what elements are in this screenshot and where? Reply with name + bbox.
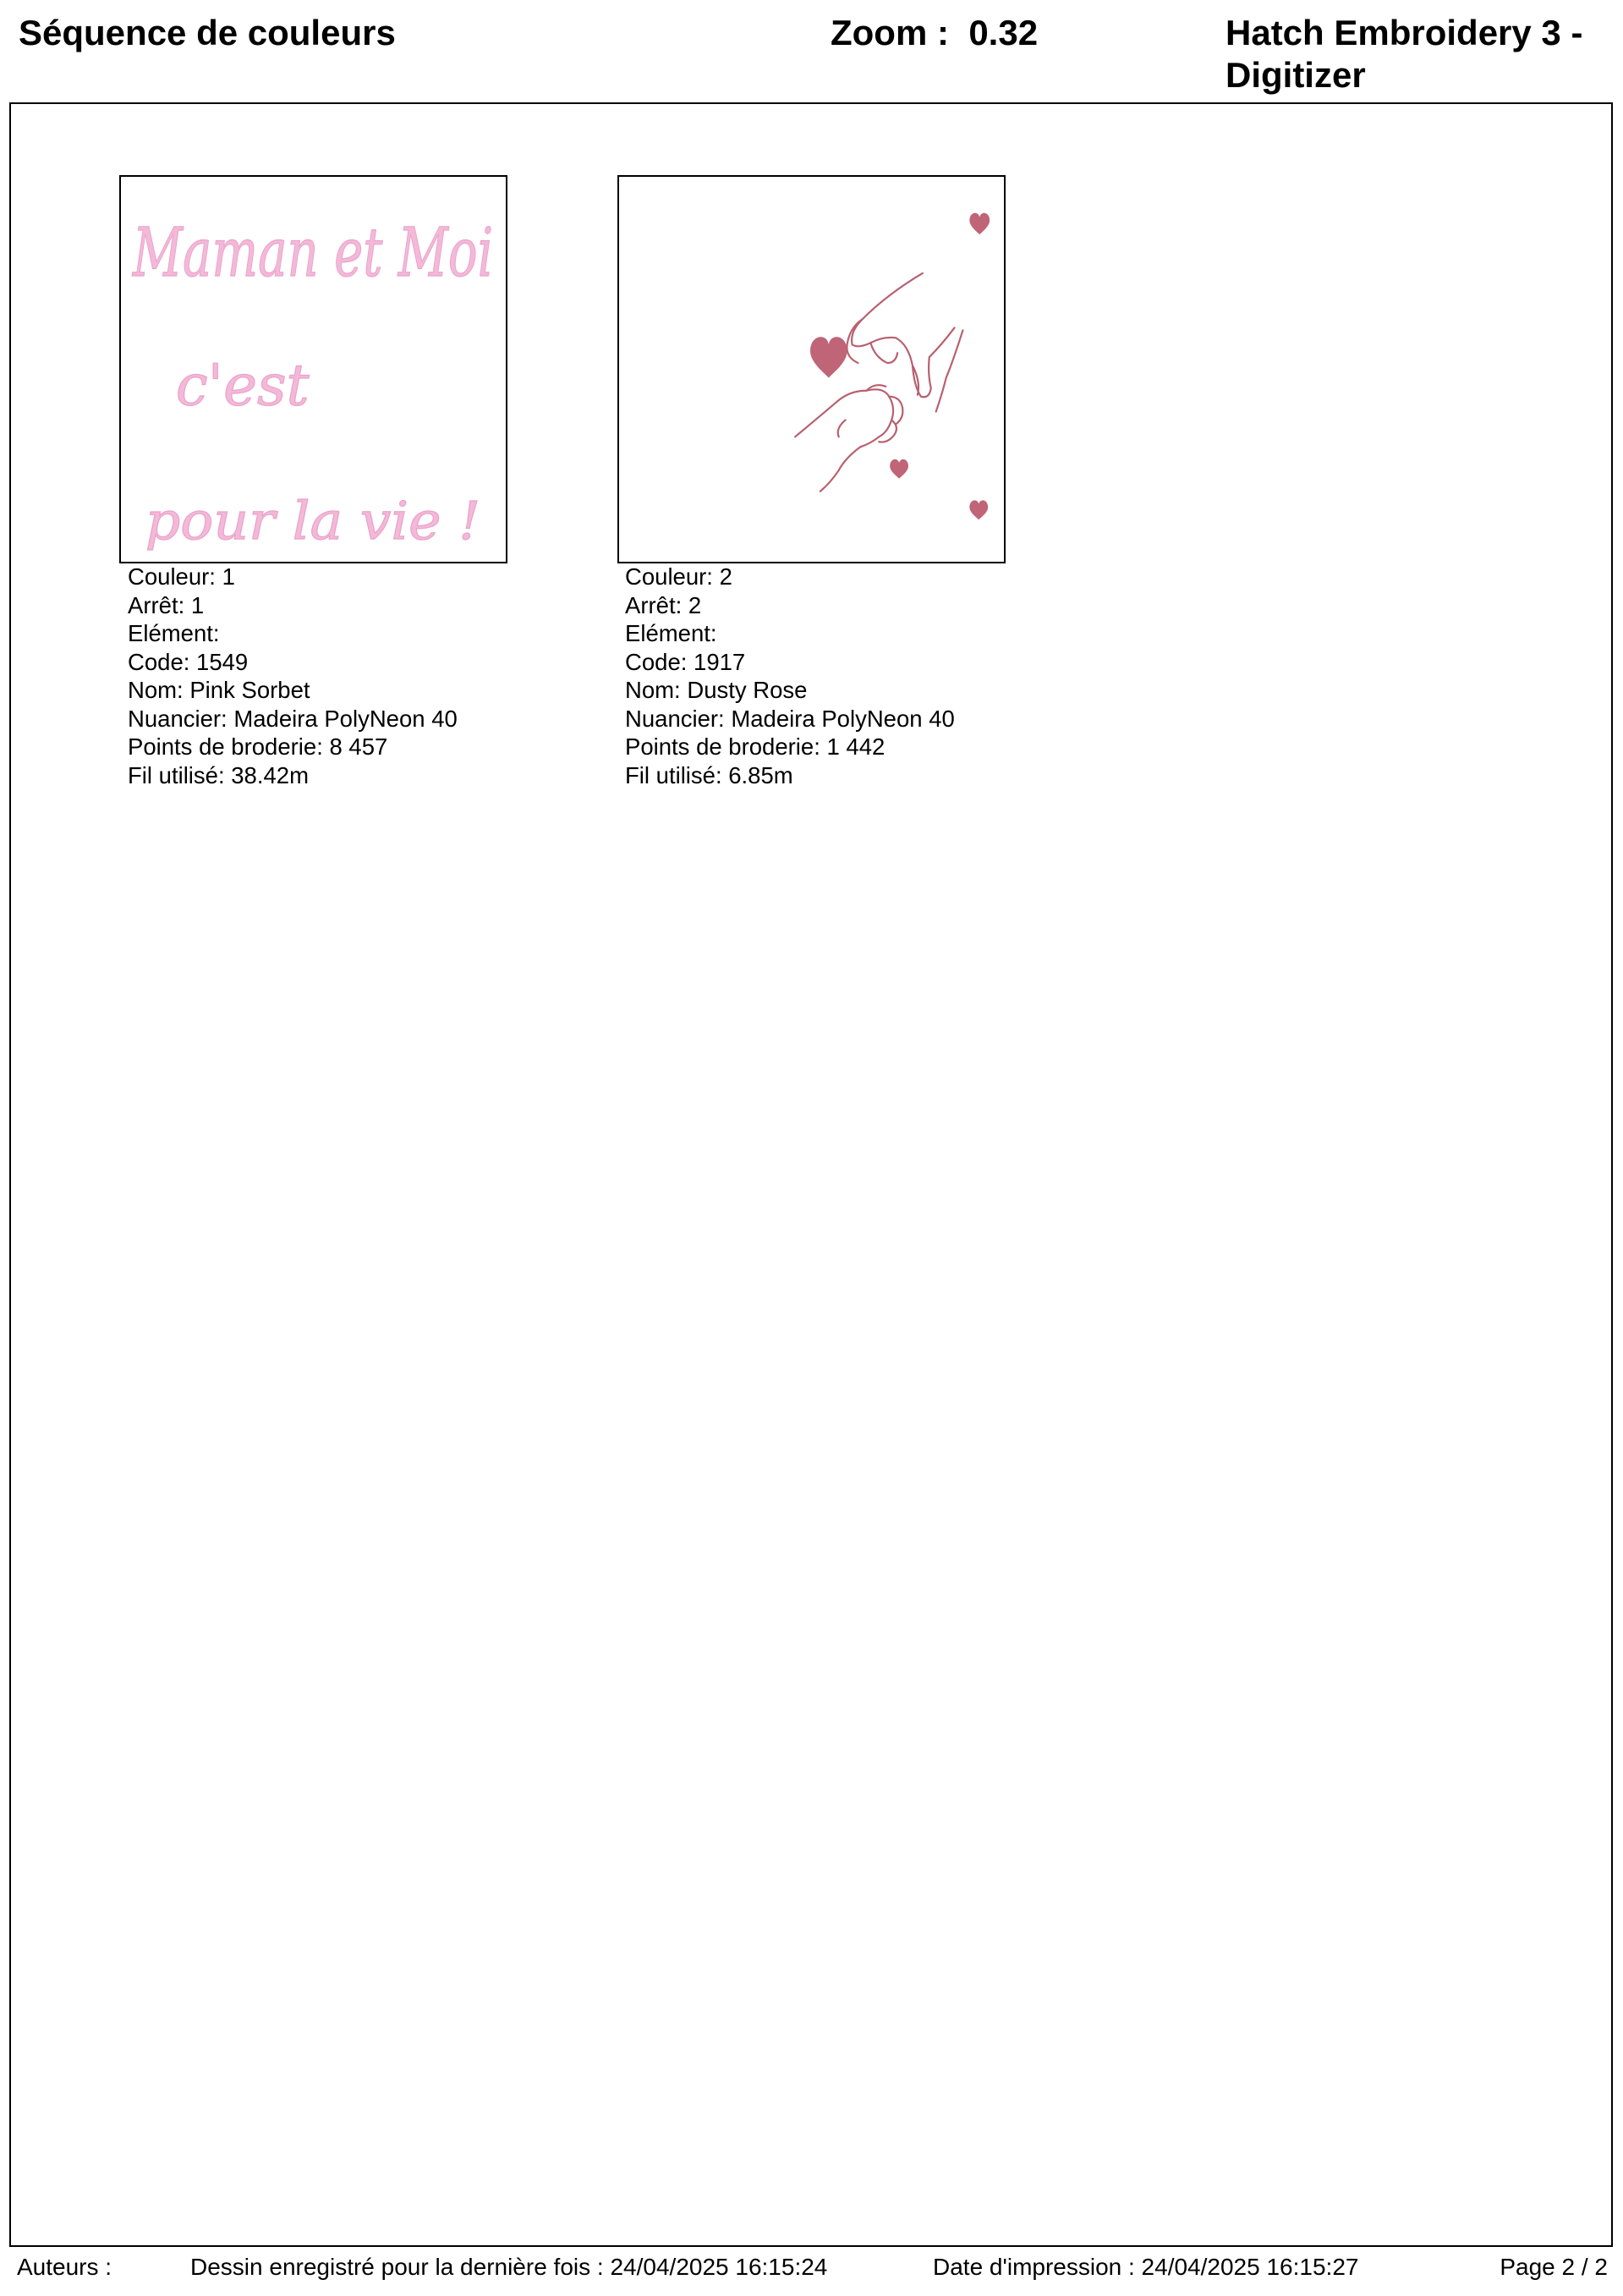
thread-used: Fil utilisé: 6.85m (625, 761, 793, 788)
element-label: Elément: (128, 620, 220, 646)
thread-code: Code: 1549 (128, 648, 249, 675)
color-1-thumbnail (119, 175, 507, 563)
zoom-value: 0.32 (968, 13, 1039, 52)
script-text-design (121, 177, 506, 562)
thumb-text-line-2: c'est (175, 351, 310, 419)
stitch-count: Points de broderie: 8 457 (128, 733, 388, 760)
color-1-details (128, 563, 458, 789)
thread-chart: Nuancier: Madeira PolyNeon 40 (625, 705, 955, 732)
footer-saved-date: Dessin enregistré pour la dernière fois : 24/04/2025 16:15:24 (190, 2254, 828, 2280)
thread-used: Fil utilisé: 38.42m (128, 761, 309, 788)
color-number: Couleur: 2 (625, 563, 732, 590)
zoom-readout (831, 12, 1038, 54)
thread-code: Code: 1917 (625, 648, 746, 675)
thread-name: Nom: Dusty Rose (625, 677, 808, 703)
thread-chart: Nuancier: Madeira PolyNeon 40 (128, 705, 458, 732)
page-title: Séquence de couleurs (19, 13, 396, 52)
element-label: Elément: (625, 620, 717, 646)
color-number: Couleur: 1 (128, 563, 235, 590)
color-2-details (625, 563, 955, 789)
hands-hearts-icon (619, 177, 1004, 562)
thread-name: Nom: Pink Sorbet (128, 677, 310, 703)
footer-authors: Auteurs : (17, 2254, 112, 2280)
footer-page-number: Page 2 / 2 (1500, 2254, 1608, 2280)
app-name: Hatch Embroidery 3 - Digitizer (1225, 13, 1583, 95)
color-2-thumbnail (617, 175, 1006, 563)
thumb-text-line-1: Maman et Moi (131, 212, 494, 292)
thumb-text-line-3: pour la vie ! (145, 492, 481, 552)
stop-number: Arrêt: 1 (128, 591, 205, 618)
zoom-label: Zoom : (831, 13, 949, 52)
stop-number: Arrêt: 2 (625, 591, 702, 618)
footer-print-date: Date d'impression : 24/04/2025 16:15:27 (933, 2254, 1359, 2280)
stitch-count: Points de broderie: 1 442 (625, 733, 886, 760)
